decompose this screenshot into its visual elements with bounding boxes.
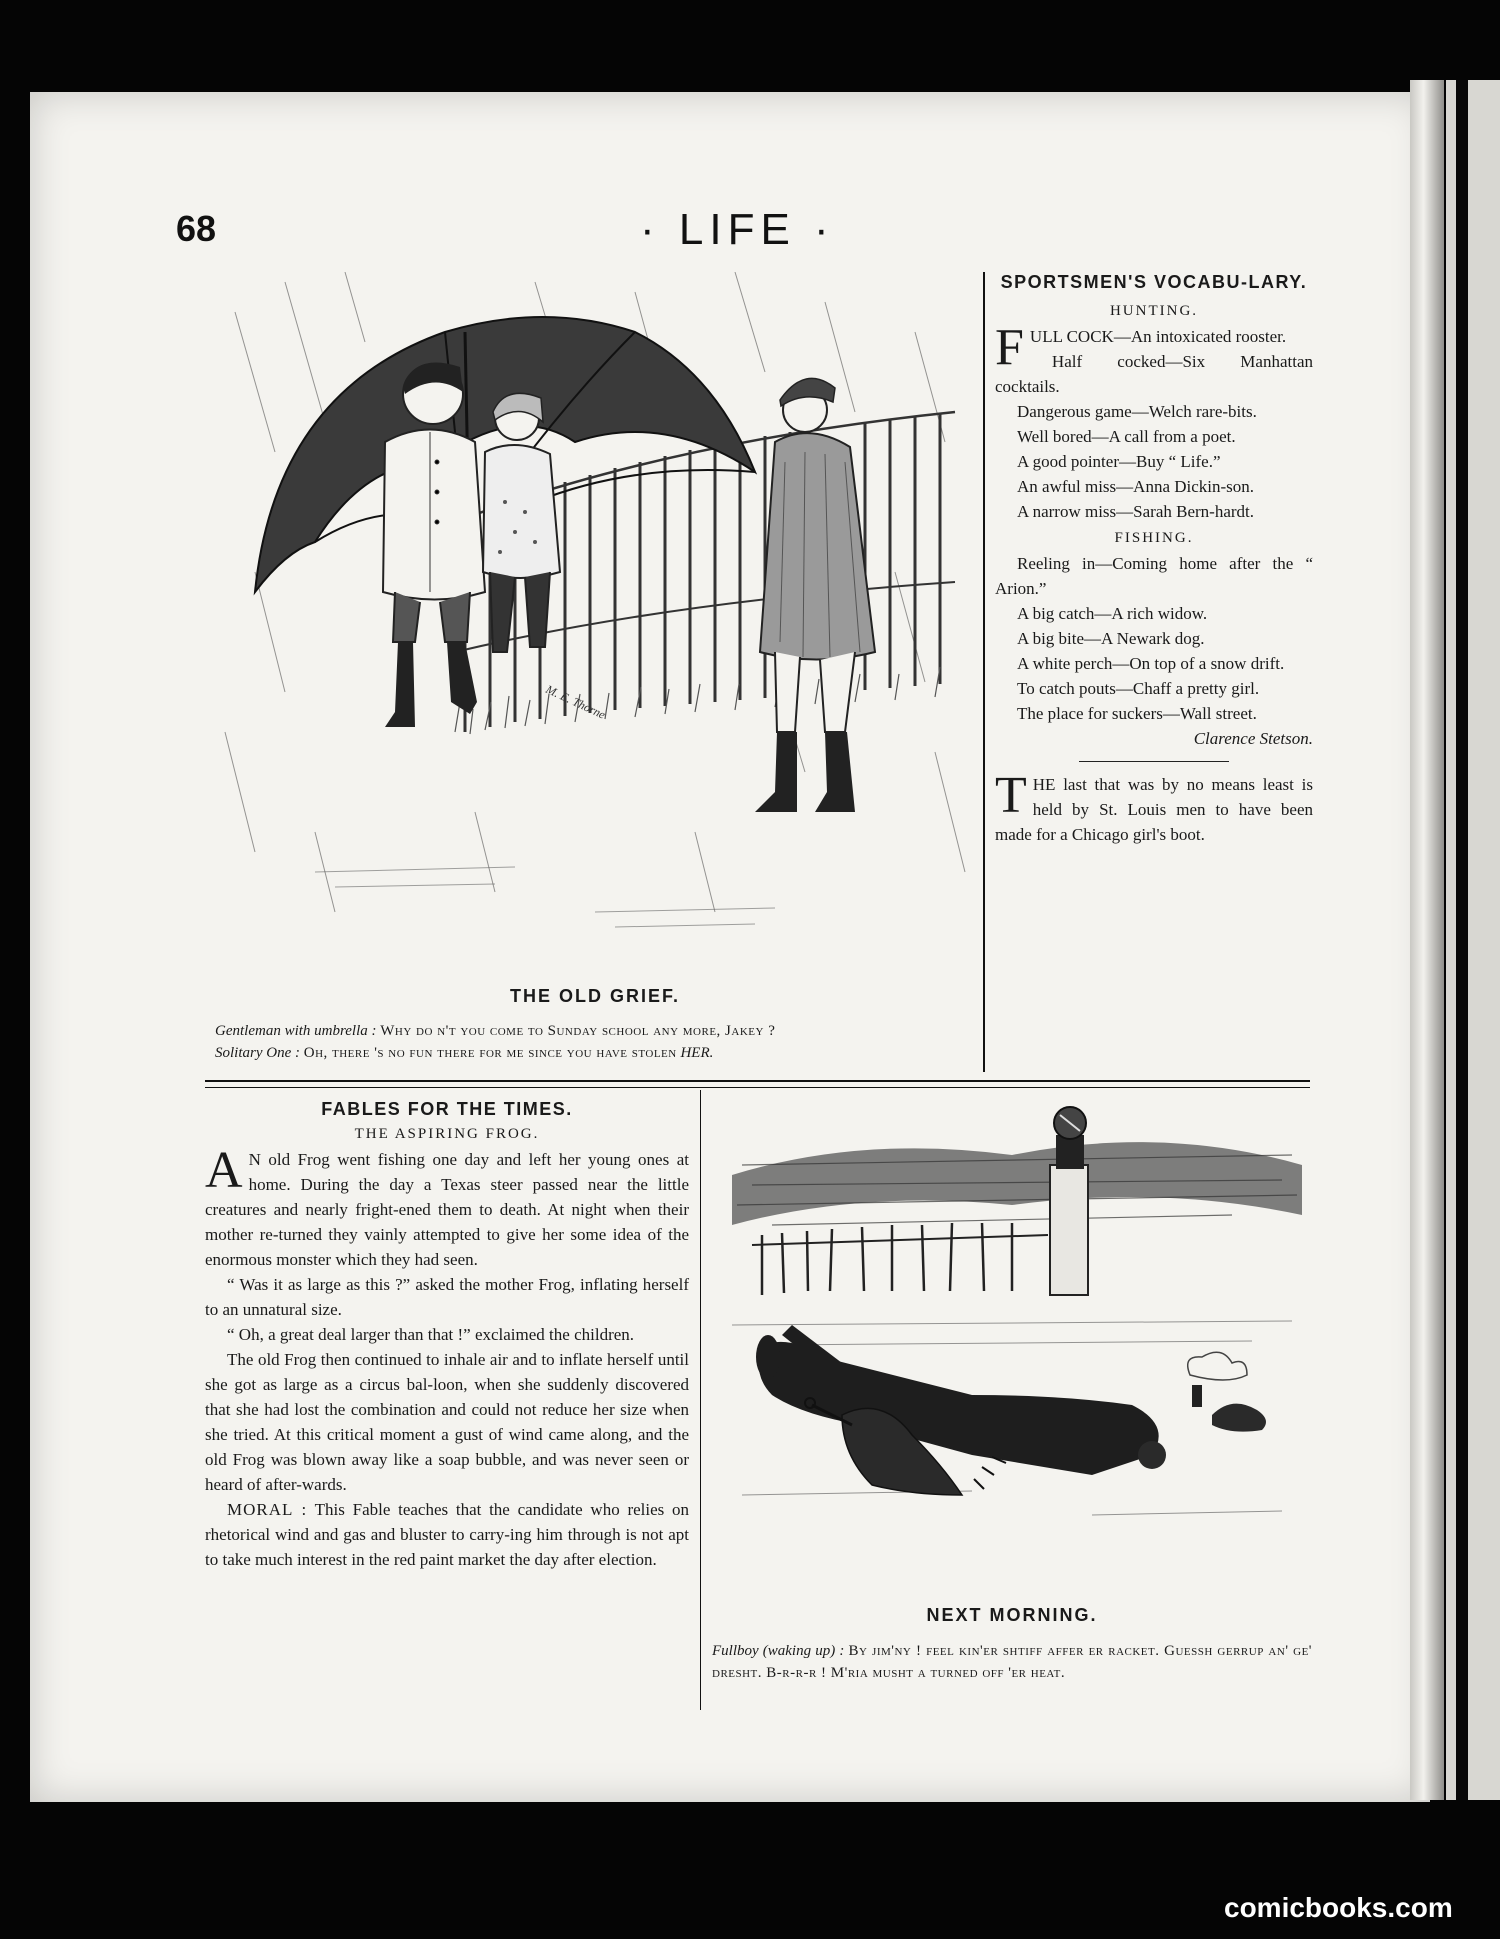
vocab-first-entry: ULL COCK—An intoxicated rooster.	[1029, 327, 1287, 346]
hunting-item: A narrow miss—Sarah Bern-hardt.	[1017, 502, 1255, 521]
moral-text: This Fable teaches that the candidate who relies on rhetorical wind and gas and bluster to carry-ing him through is not apt to take much interest in the red paint market the day after election.	[205, 1500, 689, 1569]
fishing-item: Reeling in—Coming home after the “ Arion.”	[995, 554, 1313, 598]
fishing-item: The place for suckers—Wall street.	[1017, 704, 1257, 723]
artist-signature: M. E. Thorne	[543, 682, 608, 722]
bottom-column-rule	[700, 1090, 701, 1710]
fables-title: FABLES FOR THE TIMES.	[321, 1099, 573, 1119]
dialog-emphasis: HER.	[680, 1045, 714, 1061]
section-rule-bottom	[205, 1087, 1310, 1088]
next-morning-title: NEXT MORNING.	[926, 1605, 1098, 1625]
next-morning-illustration	[712, 1095, 1312, 1625]
hunting-heading: HUNTING.	[1109, 303, 1199, 319]
dialog-line-2: Oh, there 's no fun there for me since you have stolen	[303, 1045, 677, 1061]
top-column-rule	[983, 272, 985, 1072]
hunting-item: Dangerous game—Welch rare-bits.	[1017, 402, 1257, 421]
site-watermark: comicbooks.com	[1224, 1892, 1453, 1923]
masthead-title: · LIFE ·	[640, 205, 835, 254]
fable-moral	[205, 1497, 689, 1572]
speaker-gentleman: Gentleman with umbrella :	[215, 1023, 377, 1039]
fishing-item: A big bite—A Newark dog.	[1017, 629, 1205, 648]
st-louis-note	[995, 767, 1313, 847]
fable-text	[205, 1142, 689, 1572]
moral-label: MORAL :	[227, 1500, 308, 1519]
old-grief-illustration	[215, 272, 975, 972]
adjacent-page-edge	[1446, 80, 1500, 1800]
fable-paragraph-1: N old Frog went fishing one day and left her young ones at home. During the day a Texas steer passed near the little creatures and nearly fright-ened them to death. At night when their mother re-turned they vainly attempted to give her some idea of the enormous monster which they had seen.	[205, 1150, 689, 1269]
fables-column	[205, 1097, 689, 1572]
speaker-solitary: Solitary One :	[215, 1045, 300, 1061]
drop-cap-a: A	[205, 1142, 243, 1199]
old-grief-title: THE OLD GRIEF.	[509, 986, 680, 1006]
sportsmen-vocabulary	[995, 270, 1313, 847]
hunting-item: An awful miss—Anna Dickin-son.	[1017, 477, 1255, 496]
drop-cap-f: F	[995, 319, 1024, 376]
old-grief-dialog	[215, 1020, 975, 1064]
fishing-item: A white perch—On top of a snow drift.	[1017, 654, 1285, 673]
vocab-title: SPORTSMEN'S VOCABU-LARY.	[1000, 272, 1308, 292]
fable-paragraph-4: The old Frog then continued to inhale air and to inflate herself until she got as large as a circus bal-loon, when she suddenly discovered that she had lost the combination and could not reduce her size when she tried. At this critical moment a gust of wind came along, and the old Frog was blown away like a soap bubble, and was never seen or heard of after-wards.	[205, 1350, 689, 1494]
next-morning-dialog	[712, 1640, 1312, 1684]
hunting-item: Half cocked—Six Manhattan cocktails.	[995, 352, 1313, 396]
dialog-line-1: Why do n't you come to Sunday school any more, Jakey ?	[380, 1023, 776, 1039]
page-number: 68	[176, 208, 217, 249]
hunting-item: A good pointer—Buy “ Life.”	[1017, 452, 1221, 471]
fishing-list	[995, 551, 1313, 726]
vocab-signature: Clarence Stetson.	[1193, 729, 1313, 748]
fishing-item: A big catch—A rich widow.	[1017, 604, 1208, 623]
fable-paragraph-3: “ Oh, a great deal larger than that !” exclaimed the children.	[227, 1325, 635, 1344]
fables-subtitle: THE ASPIRING FROG.	[354, 1126, 540, 1142]
fullboy-speech: By jim'ny ! feel kin'er shtiff affer er racket. Guessh gerrup an' ge' dresht. B-r-r-r ! M'ria musht a turned off 'er heat.	[712, 1643, 1313, 1681]
st-louis-note-text: HE last that was by no means least is held by St. Louis men to have been made for a Chicago girl's boot.	[995, 775, 1313, 844]
section-rule-top	[205, 1080, 1310, 1082]
fishing-heading: FISHING.	[1114, 530, 1194, 546]
hunting-list	[995, 319, 1313, 524]
vocab-divider	[1079, 761, 1229, 762]
fishing-item: To catch pouts—Chaff a pretty girl.	[1017, 679, 1260, 698]
hunting-item: Well bored—A call from a poet.	[1017, 427, 1236, 446]
drop-cap-t: T	[995, 767, 1027, 824]
speaker-fullboy: Fullboy (waking up) :	[712, 1643, 845, 1659]
fable-paragraph-2: “ Was it as large as this ?” asked the mother Frog, inflating herself to an unnatural size.	[205, 1275, 689, 1319]
book-spine	[1410, 80, 1444, 1800]
